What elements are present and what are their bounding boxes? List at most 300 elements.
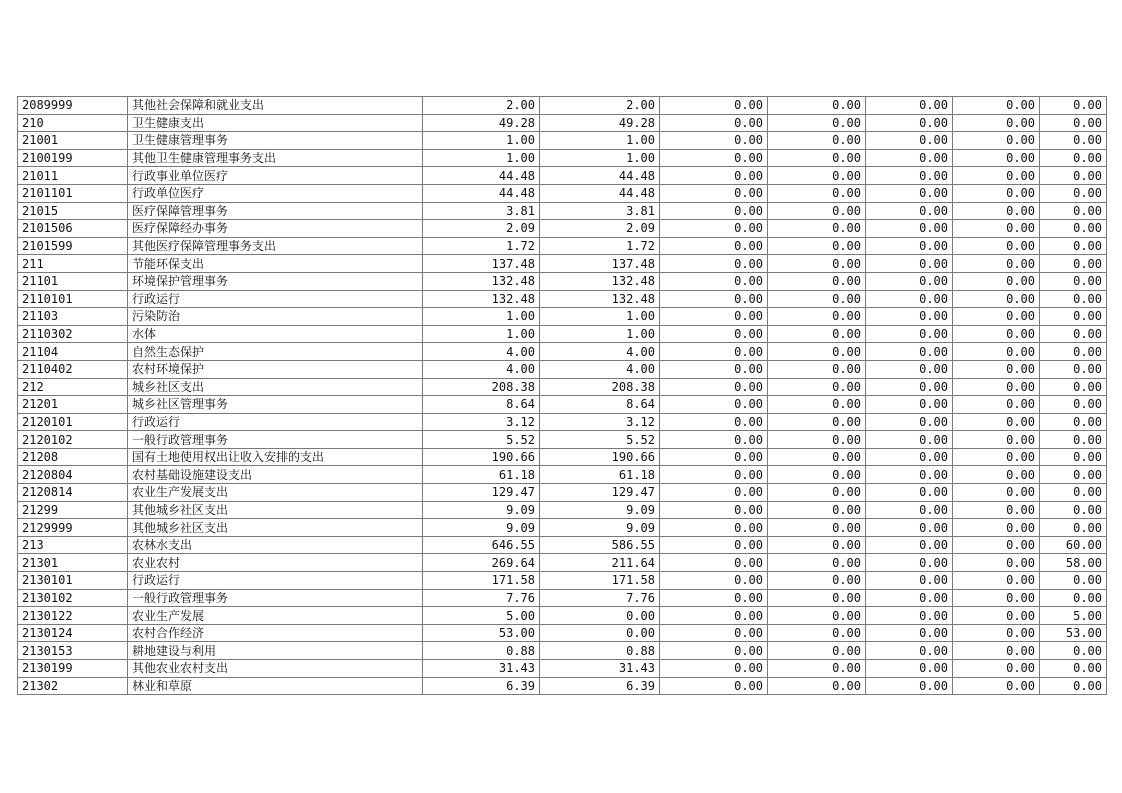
table-row — [18, 325, 1107, 343]
table-row — [18, 396, 1107, 414]
amount-cell: 129.47 — [540, 484, 660, 502]
subject-code-cell: 2110101 — [18, 290, 128, 308]
amount-cell: 0.00 — [660, 184, 768, 202]
subject-name-cell: 行政运行 — [128, 413, 423, 431]
table-row — [18, 114, 1107, 132]
amount-cell: 0.00 — [768, 378, 866, 396]
amount-cell: 0.00 — [660, 378, 768, 396]
amount-cell: 0.00 — [660, 431, 768, 449]
subject-name-cell: 行政事业单位医疗 — [128, 167, 423, 185]
table-row — [18, 413, 1107, 431]
amount-cell: 7.76 — [540, 589, 660, 607]
amount-cell: 0.88 — [540, 642, 660, 660]
amount-cell: 5.00 — [1040, 607, 1107, 625]
table-row — [18, 272, 1107, 290]
amount-cell: 0.00 — [953, 167, 1040, 185]
amount-cell: 9.09 — [540, 501, 660, 519]
amount-cell: 132.48 — [540, 272, 660, 290]
amount-cell: 0.00 — [953, 308, 1040, 326]
subject-name-cell: 其他卫生健康管理事务支出 — [128, 149, 423, 167]
amount-cell: 137.48 — [540, 255, 660, 273]
table-row — [18, 97, 1107, 115]
amount-cell: 0.00 — [1040, 519, 1107, 537]
amount-cell: 4.00 — [423, 360, 540, 378]
amount-cell: 2.09 — [540, 220, 660, 238]
amount-cell: 0.00 — [953, 448, 1040, 466]
amount-cell: 0.00 — [953, 360, 1040, 378]
amount-cell: 0.00 — [660, 677, 768, 695]
amount-cell: 0.00 — [1040, 184, 1107, 202]
amount-cell: 0.00 — [866, 360, 953, 378]
amount-cell: 0.00 — [1040, 290, 1107, 308]
amount-cell: 0.00 — [953, 97, 1040, 115]
amount-cell: 0.00 — [866, 431, 953, 449]
subject-code-cell: 2130102 — [18, 589, 128, 607]
amount-cell: 0.00 — [660, 290, 768, 308]
amount-cell: 0.00 — [1040, 272, 1107, 290]
amount-cell: 0.00 — [953, 220, 1040, 238]
amount-cell: 0.00 — [540, 607, 660, 625]
amount-cell: 0.00 — [953, 255, 1040, 273]
amount-cell: 1.00 — [423, 325, 540, 343]
amount-cell: 0.00 — [660, 272, 768, 290]
table-row — [18, 607, 1107, 625]
amount-cell: 8.64 — [423, 396, 540, 414]
amount-cell: 0.00 — [866, 202, 953, 220]
subject-name-cell: 一般行政管理事务 — [128, 589, 423, 607]
amount-cell: 0.00 — [866, 378, 953, 396]
subject-name-cell: 其他社会保障和就业支出 — [128, 97, 423, 115]
subject-code-cell: 2110302 — [18, 325, 128, 343]
subject-code-cell: 2089999 — [18, 97, 128, 115]
amount-cell: 0.00 — [1040, 396, 1107, 414]
amount-cell: 0.00 — [866, 255, 953, 273]
amount-cell: 0.00 — [768, 167, 866, 185]
table-row — [18, 536, 1107, 554]
amount-cell: 0.00 — [660, 343, 768, 361]
subject-name-cell: 农业农村 — [128, 554, 423, 572]
table-row — [18, 202, 1107, 220]
subject-code-cell: 2101101 — [18, 184, 128, 202]
amount-cell: 0.00 — [768, 272, 866, 290]
amount-cell: 0.00 — [953, 290, 1040, 308]
amount-cell: 61.18 — [540, 466, 660, 484]
amount-cell: 0.00 — [1040, 97, 1107, 115]
amount-cell: 0.00 — [1040, 132, 1107, 150]
amount-cell: 0.00 — [768, 237, 866, 255]
table-row — [18, 519, 1107, 537]
table-row — [18, 572, 1107, 590]
amount-cell: 0.00 — [866, 167, 953, 185]
subject-code-cell: 2129999 — [18, 519, 128, 537]
amount-cell: 0.00 — [768, 184, 866, 202]
amount-cell: 0.00 — [660, 607, 768, 625]
table-row — [18, 343, 1107, 361]
amount-cell: 0.00 — [660, 519, 768, 537]
amount-cell: 0.00 — [953, 325, 1040, 343]
amount-cell: 58.00 — [1040, 554, 1107, 572]
amount-cell: 0.00 — [660, 220, 768, 238]
amount-cell: 0.00 — [1040, 237, 1107, 255]
table-row — [18, 466, 1107, 484]
subject-name-cell: 其他城乡社区支出 — [128, 501, 423, 519]
subject-code-cell: 21015 — [18, 202, 128, 220]
amount-cell: 0.00 — [768, 343, 866, 361]
amount-cell: 0.00 — [1040, 484, 1107, 502]
amount-cell: 208.38 — [540, 378, 660, 396]
amount-cell: 1.00 — [423, 132, 540, 150]
amount-cell: 0.00 — [953, 677, 1040, 695]
amount-cell: 0.00 — [953, 660, 1040, 678]
table-row — [18, 589, 1107, 607]
amount-cell: 53.00 — [1040, 624, 1107, 642]
amount-cell: 0.00 — [953, 624, 1040, 642]
subject-name-cell: 农村环境保护 — [128, 360, 423, 378]
subject-code-cell: 2120102 — [18, 431, 128, 449]
subject-code-cell: 21103 — [18, 308, 128, 326]
amount-cell: 0.00 — [660, 396, 768, 414]
amount-cell: 0.00 — [768, 431, 866, 449]
table-row — [18, 132, 1107, 150]
amount-cell: 0.00 — [866, 536, 953, 554]
amount-cell: 0.00 — [866, 501, 953, 519]
amount-cell: 0.00 — [768, 325, 866, 343]
subject-code-cell: 21001 — [18, 132, 128, 150]
amount-cell: 31.43 — [540, 660, 660, 678]
subject-name-cell: 行政单位医疗 — [128, 184, 423, 202]
amount-cell: 0.00 — [953, 589, 1040, 607]
subject-code-cell: 211 — [18, 255, 128, 273]
amount-cell: 2.00 — [423, 97, 540, 115]
amount-cell: 0.00 — [660, 501, 768, 519]
subject-code-cell: 2130124 — [18, 624, 128, 642]
amount-cell: 9.09 — [423, 519, 540, 537]
amount-cell: 0.00 — [953, 378, 1040, 396]
subject-code-cell: 21104 — [18, 343, 128, 361]
amount-cell: 0.00 — [953, 272, 1040, 290]
subject-name-cell: 节能环保支出 — [128, 255, 423, 273]
amount-cell: 6.39 — [540, 677, 660, 695]
amount-cell: 0.00 — [1040, 448, 1107, 466]
amount-cell: 0.00 — [1040, 167, 1107, 185]
amount-cell: 0.00 — [1040, 413, 1107, 431]
amount-cell: 1.00 — [540, 308, 660, 326]
subject-name-cell: 环境保护管理事务 — [128, 272, 423, 290]
amount-cell: 0.00 — [540, 624, 660, 642]
amount-cell: 0.00 — [660, 572, 768, 590]
subject-name-cell: 农业生产发展 — [128, 607, 423, 625]
amount-cell: 1.72 — [540, 237, 660, 255]
amount-cell: 0.00 — [953, 572, 1040, 590]
amount-cell: 1.00 — [540, 132, 660, 150]
subject-name-cell: 医疗保障经办事务 — [128, 220, 423, 238]
amount-cell: 0.00 — [866, 572, 953, 590]
amount-cell: 0.00 — [768, 202, 866, 220]
amount-cell: 0.00 — [1040, 589, 1107, 607]
amount-cell: 49.28 — [423, 114, 540, 132]
amount-cell: 0.00 — [660, 466, 768, 484]
table-row — [18, 360, 1107, 378]
subject-code-cell: 21201 — [18, 396, 128, 414]
amount-cell: 4.00 — [540, 343, 660, 361]
amount-cell: 0.00 — [660, 484, 768, 502]
subject-code-cell: 2130122 — [18, 607, 128, 625]
table-row — [18, 677, 1107, 695]
subject-name-cell: 农村基础设施建设支出 — [128, 466, 423, 484]
subject-name-cell: 其他医疗保障管理事务支出 — [128, 237, 423, 255]
amount-cell: 44.48 — [540, 167, 660, 185]
subject-name-cell: 行政运行 — [128, 290, 423, 308]
amount-cell: 0.00 — [768, 536, 866, 554]
table-row — [18, 290, 1107, 308]
amount-cell: 0.00 — [866, 97, 953, 115]
amount-cell: 1.00 — [540, 325, 660, 343]
amount-cell: 0.00 — [768, 660, 866, 678]
amount-cell: 0.00 — [866, 677, 953, 695]
amount-cell: 3.12 — [423, 413, 540, 431]
amount-cell: 211.64 — [540, 554, 660, 572]
amount-cell: 0.00 — [1040, 202, 1107, 220]
amount-cell: 0.00 — [1040, 378, 1107, 396]
amount-cell: 0.00 — [660, 202, 768, 220]
amount-cell: 0.00 — [866, 660, 953, 678]
subject-code-cell: 2120814 — [18, 484, 128, 502]
amount-cell: 0.00 — [866, 132, 953, 150]
amount-cell: 0.00 — [768, 97, 866, 115]
amount-cell: 0.00 — [1040, 677, 1107, 695]
amount-cell: 0.00 — [1040, 114, 1107, 132]
table-row — [18, 237, 1107, 255]
amount-cell: 0.00 — [866, 237, 953, 255]
amount-cell: 5.52 — [540, 431, 660, 449]
subject-name-cell: 城乡社区支出 — [128, 378, 423, 396]
amount-cell: 0.00 — [768, 466, 866, 484]
amount-cell: 0.00 — [953, 237, 1040, 255]
amount-cell: 0.00 — [660, 660, 768, 678]
amount-cell: 0.00 — [866, 607, 953, 625]
amount-cell: 3.81 — [423, 202, 540, 220]
amount-cell: 0.00 — [866, 343, 953, 361]
subject-code-cell: 21302 — [18, 677, 128, 695]
amount-cell: 7.76 — [423, 589, 540, 607]
subject-name-cell: 行政运行 — [128, 572, 423, 590]
amount-cell: 6.39 — [423, 677, 540, 695]
subject-code-cell: 210 — [18, 114, 128, 132]
amount-cell: 0.00 — [953, 607, 1040, 625]
table-row — [18, 642, 1107, 660]
amount-cell: 5.00 — [423, 607, 540, 625]
amount-cell: 269.64 — [423, 554, 540, 572]
table-row — [18, 484, 1107, 502]
amount-cell: 0.00 — [768, 572, 866, 590]
amount-cell: 0.00 — [768, 642, 866, 660]
subject-code-cell: 21299 — [18, 501, 128, 519]
table-row — [18, 624, 1107, 642]
table-row — [18, 660, 1107, 678]
amount-cell: 137.48 — [423, 255, 540, 273]
amount-cell: 0.00 — [953, 536, 1040, 554]
amount-cell: 5.52 — [423, 431, 540, 449]
amount-cell: 0.00 — [866, 220, 953, 238]
subject-code-cell: 2130101 — [18, 572, 128, 590]
amount-cell: 4.00 — [423, 343, 540, 361]
amount-cell: 0.00 — [866, 642, 953, 660]
amount-cell: 61.18 — [423, 466, 540, 484]
amount-cell: 0.00 — [660, 642, 768, 660]
amount-cell: 2.09 — [423, 220, 540, 238]
amount-cell: 0.00 — [768, 413, 866, 431]
subject-code-cell: 213 — [18, 536, 128, 554]
table-row — [18, 554, 1107, 572]
amount-cell: 0.00 — [660, 536, 768, 554]
subject-code-cell: 21101 — [18, 272, 128, 290]
amount-cell: 0.00 — [1040, 431, 1107, 449]
subject-name-cell: 林业和草原 — [128, 677, 423, 695]
amount-cell: 0.00 — [768, 220, 866, 238]
subject-name-cell: 卫生健康管理事务 — [128, 132, 423, 150]
amount-cell: 0.00 — [768, 677, 866, 695]
subject-name-cell: 农林水支出 — [128, 536, 423, 554]
amount-cell: 0.00 — [768, 484, 866, 502]
amount-cell: 0.00 — [866, 290, 953, 308]
subject-code-cell: 2130153 — [18, 642, 128, 660]
amount-cell: 171.58 — [540, 572, 660, 590]
amount-cell: 171.58 — [423, 572, 540, 590]
amount-cell: 0.00 — [866, 466, 953, 484]
subject-name-cell: 国有土地使用权出让收入安排的支出 — [128, 448, 423, 466]
subject-name-cell: 水体 — [128, 325, 423, 343]
amount-cell: 2.00 — [540, 97, 660, 115]
subject-name-cell: 其他城乡社区支出 — [128, 519, 423, 537]
amount-cell: 0.00 — [953, 431, 1040, 449]
amount-cell: 0.00 — [768, 290, 866, 308]
subject-code-cell: 2130199 — [18, 660, 128, 678]
subject-code-cell: 212 — [18, 378, 128, 396]
subject-name-cell: 医疗保障管理事务 — [128, 202, 423, 220]
amount-cell: 9.09 — [423, 501, 540, 519]
amount-cell: 0.00 — [953, 149, 1040, 167]
subject-code-cell: 2110402 — [18, 360, 128, 378]
amount-cell: 0.00 — [660, 255, 768, 273]
amount-cell: 0.00 — [866, 149, 953, 167]
amount-cell: 0.00 — [953, 554, 1040, 572]
amount-cell: 0.00 — [660, 97, 768, 115]
amount-cell: 0.00 — [1040, 255, 1107, 273]
amount-cell: 1.72 — [423, 237, 540, 255]
amount-cell: 132.48 — [540, 290, 660, 308]
subject-code-cell: 2101599 — [18, 237, 128, 255]
table-row — [18, 149, 1107, 167]
amount-cell: 0.00 — [768, 308, 866, 326]
amount-cell: 0.00 — [660, 132, 768, 150]
amount-cell: 0.00 — [768, 149, 866, 167]
amount-cell: 0.00 — [866, 519, 953, 537]
amount-cell: 0.00 — [768, 448, 866, 466]
amount-cell: 0.00 — [953, 484, 1040, 502]
amount-cell: 586.55 — [540, 536, 660, 554]
amount-cell: 0.00 — [1040, 220, 1107, 238]
subject-name-cell: 耕地建设与利用 — [128, 642, 423, 660]
table-row — [18, 501, 1107, 519]
amount-cell: 0.00 — [953, 466, 1040, 484]
subject-code-cell: 21208 — [18, 448, 128, 466]
amount-cell: 190.66 — [540, 448, 660, 466]
amount-cell: 0.00 — [660, 308, 768, 326]
subject-code-cell: 21301 — [18, 554, 128, 572]
amount-cell: 129.47 — [423, 484, 540, 502]
amount-cell: 0.00 — [1040, 308, 1107, 326]
amount-cell: 0.00 — [768, 624, 866, 642]
amount-cell: 60.00 — [1040, 536, 1107, 554]
amount-cell: 0.00 — [1040, 501, 1107, 519]
subject-name-cell: 一般行政管理事务 — [128, 431, 423, 449]
amount-cell: 0.00 — [768, 501, 866, 519]
amount-cell: 0.00 — [660, 624, 768, 642]
amount-cell: 53.00 — [423, 624, 540, 642]
amount-cell: 0.00 — [660, 589, 768, 607]
subject-name-cell: 其他农业农村支出 — [128, 660, 423, 678]
amount-cell: 0.00 — [660, 167, 768, 185]
amount-cell: 0.00 — [660, 237, 768, 255]
amount-cell: 0.00 — [953, 202, 1040, 220]
amount-cell: 0.00 — [768, 114, 866, 132]
amount-cell: 0.00 — [866, 272, 953, 290]
amount-cell: 44.48 — [423, 184, 540, 202]
amount-cell: 208.38 — [423, 378, 540, 396]
subject-code-cell: 2101506 — [18, 220, 128, 238]
amount-cell: 132.48 — [423, 272, 540, 290]
table-row — [18, 448, 1107, 466]
table-row — [18, 220, 1107, 238]
amount-cell: 0.00 — [953, 114, 1040, 132]
amount-cell: 0.00 — [866, 413, 953, 431]
amount-cell: 0.00 — [866, 624, 953, 642]
amount-cell: 0.00 — [768, 519, 866, 537]
subject-name-cell: 自然生态保护 — [128, 343, 423, 361]
amount-cell: 0.00 — [660, 413, 768, 431]
amount-cell: 190.66 — [423, 448, 540, 466]
amount-cell: 0.00 — [953, 132, 1040, 150]
amount-cell: 0.00 — [866, 448, 953, 466]
amount-cell: 0.00 — [866, 484, 953, 502]
amount-cell: 132.48 — [423, 290, 540, 308]
amount-cell: 9.09 — [540, 519, 660, 537]
subject-name-cell: 城乡社区管理事务 — [128, 396, 423, 414]
subject-code-cell: 21011 — [18, 167, 128, 185]
amount-cell: 0.00 — [953, 396, 1040, 414]
amount-cell: 0.00 — [768, 255, 866, 273]
amount-cell: 0.00 — [660, 325, 768, 343]
amount-cell: 0.00 — [768, 396, 866, 414]
amount-cell: 0.00 — [953, 642, 1040, 660]
amount-cell: 0.00 — [953, 413, 1040, 431]
amount-cell: 0.00 — [660, 448, 768, 466]
amount-cell: 0.00 — [660, 114, 768, 132]
amount-cell: 0.00 — [953, 343, 1040, 361]
amount-cell: 0.00 — [866, 114, 953, 132]
amount-cell: 0.00 — [1040, 360, 1107, 378]
amount-cell: 0.00 — [953, 519, 1040, 537]
amount-cell: 0.00 — [768, 607, 866, 625]
amount-cell: 0.00 — [1040, 325, 1107, 343]
subject-name-cell: 污染防治 — [128, 308, 423, 326]
table-row — [18, 167, 1107, 185]
subject-name-cell: 农村合作经济 — [128, 624, 423, 642]
table-row — [18, 431, 1107, 449]
amount-cell: 0.00 — [768, 360, 866, 378]
subject-name-cell: 卫生健康支出 — [128, 114, 423, 132]
amount-cell: 8.64 — [540, 396, 660, 414]
